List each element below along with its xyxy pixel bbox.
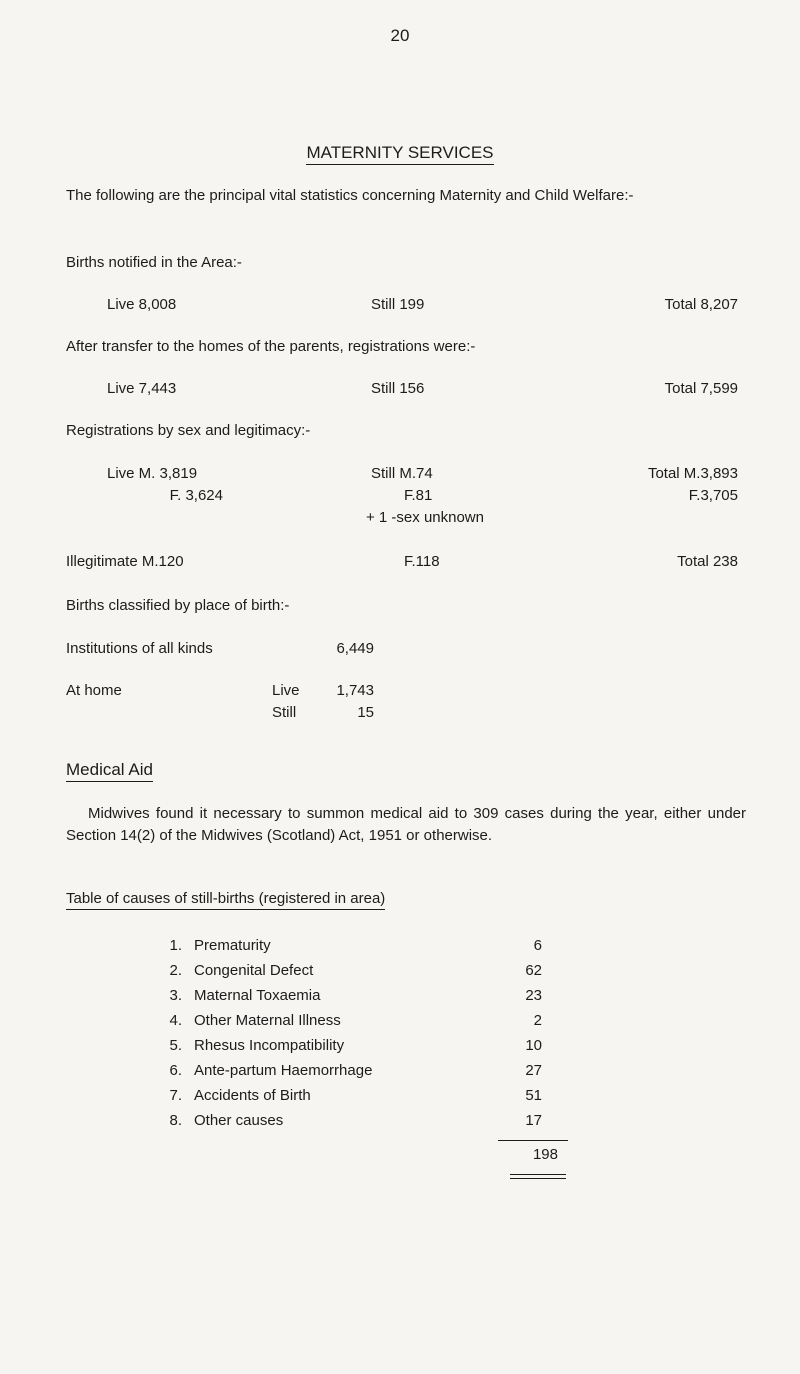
- live-female: F. 3,624: [169, 487, 223, 504]
- institutions-label: Institutions of all kinds: [66, 640, 213, 657]
- cause-number: 5.: [169, 1037, 182, 1054]
- place-of-birth-label: Births classified by place of birth:-: [66, 597, 290, 614]
- cause-count: 23: [525, 987, 542, 1004]
- intro-paragraph: The following are the principal vital statistics concerning Maternity and Child Welfare:-: [66, 187, 634, 204]
- table-row: [150, 983, 542, 1008]
- illegitimate-total: Total 238: [677, 553, 738, 570]
- births-notified-live: Live 8,008: [107, 296, 177, 313]
- medical-aid-heading: [66, 760, 153, 780]
- cause-count: 51: [525, 1087, 542, 1104]
- institutions-value: 6,449: [336, 640, 374, 657]
- after-transfer-live: Live 7,443: [107, 380, 177, 397]
- cause-count: 6: [533, 937, 542, 954]
- page-title-text: MATERNITY SERVICES: [306, 143, 493, 165]
- home-still-label: Still: [272, 704, 297, 721]
- cause-name: Accidents of Birth: [194, 1087, 311, 1104]
- table-row: [150, 933, 542, 958]
- births-notified-label: Births notified in the Area:-: [66, 254, 242, 271]
- after-transfer-still: Still 156: [371, 380, 425, 397]
- medical-aid-heading-text: Medical Aid: [66, 760, 153, 782]
- cause-name: Other causes: [194, 1112, 284, 1129]
- at-home-label: At home: [66, 682, 122, 699]
- births-notified-total: Total 8,207: [664, 296, 738, 313]
- cause-name: Other Maternal Illness: [194, 1012, 341, 1029]
- total-rule-double-2: [510, 1178, 566, 1179]
- cause-number: 4.: [169, 1012, 182, 1029]
- table-row: [150, 1033, 542, 1058]
- medical-aid-paragraph: Midwives found it necessary to summon medical aid to 309 cases during the year, either under Section 14(2) of the Midwives (Scotland) Act, 1951 or otherwise.: [66, 805, 746, 844]
- total-male: Total M.3,893: [647, 465, 738, 482]
- still-births-table-body: [150, 933, 542, 1133]
- still-female: F.81: [404, 487, 433, 504]
- cause-name: Prematurity: [194, 937, 271, 954]
- home-live-value: 1,743: [336, 682, 374, 699]
- cause-count: 27: [525, 1062, 542, 1079]
- cause-count: 62: [525, 962, 542, 979]
- still-births-heading-text: Table of causes of still-births (registered in area): [66, 890, 385, 910]
- table-row: [150, 1083, 542, 1108]
- cause-number: 1.: [169, 937, 182, 954]
- illegitimate-female: F.118: [404, 553, 440, 570]
- table-row: [150, 1058, 542, 1083]
- home-live-label: Live: [272, 682, 300, 699]
- cause-count: 10: [525, 1037, 542, 1054]
- page-title: [0, 143, 800, 163]
- cause-count: 17: [525, 1112, 542, 1129]
- still-births-total: 198: [532, 1146, 558, 1163]
- cause-number: 6.: [169, 1062, 182, 1079]
- total-female: F.3,705: [688, 487, 738, 504]
- sex-unknown: + 1 -sex unknown: [366, 509, 484, 526]
- table-row: [150, 958, 542, 983]
- cause-number: 8.: [169, 1112, 182, 1129]
- cause-name: Maternal Toxaemia: [194, 987, 321, 1004]
- after-transfer-label: After transfer to the homes of the parents, registrations were:-: [66, 338, 476, 355]
- still-births-heading: [66, 890, 385, 907]
- still-births-table: [150, 933, 542, 1133]
- cause-name: Ante-partum Haemorrhage: [194, 1062, 373, 1079]
- table-row: [150, 1108, 542, 1133]
- cause-number: 2.: [169, 962, 182, 979]
- cause-name: Congenital Defect: [194, 962, 314, 979]
- table-row: [150, 1008, 542, 1033]
- home-still-value: 15: [357, 704, 374, 721]
- cause-number: 3.: [169, 987, 182, 1004]
- cause-name: Rhesus Incompatibility: [194, 1037, 345, 1054]
- live-male: Live M. 3,819: [107, 465, 198, 482]
- page-number: 20: [390, 26, 410, 45]
- cause-number: 7.: [169, 1087, 182, 1104]
- by-sex-label: Registrations by sex and legitimacy:-: [66, 422, 311, 439]
- cause-count: 2: [533, 1012, 542, 1029]
- total-rule-top: [498, 1140, 568, 1141]
- total-rule-double-1: [510, 1174, 566, 1175]
- after-transfer-total: Total 7,599: [664, 380, 738, 397]
- births-notified-still: Still 199: [371, 296, 425, 313]
- still-male: Still M.74: [371, 465, 433, 482]
- illegitimate-male: Illegitimate M.120: [66, 553, 184, 570]
